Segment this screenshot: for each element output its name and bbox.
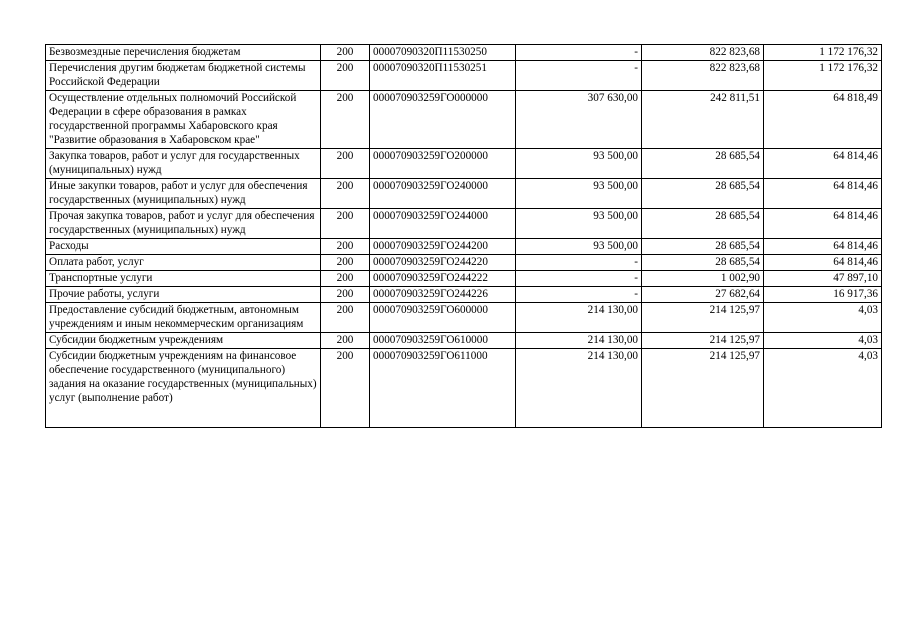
approved-amount-cell: - [516,255,642,271]
budget-classification-code-cell: 000070903259ГО610000 [370,333,516,349]
unexecuted-amount-cell: 64 814,46 [764,179,882,209]
budget-classification-code-cell: 000070903259ГО244220 [370,255,516,271]
budget-classification-code-cell: 000070903259ГО244226 [370,287,516,303]
unexecuted-amount-cell: 64 814,46 [764,209,882,239]
budget-classification-code-cell: 000070903259ГО240000 [370,179,516,209]
expense-name-cell: Осуществление отдельных полномочий Российской Федерации в сфере образования в рамках государственной программы Хабаровского края "Развитие образования в Хабаровском крае" [46,91,321,149]
executed-amount-cell: 822 823,68 [642,45,764,61]
executed-amount-cell: 28 685,54 [642,239,764,255]
table-row [46,287,882,303]
line-code-cell: 200 [321,149,370,179]
expense-name-cell: Безвозмездные перечисления бюджетам [46,45,321,61]
executed-amount-cell: 214 125,97 [642,349,764,428]
executed-amount-cell: 28 685,54 [642,179,764,209]
approved-amount-cell: 93 500,00 [516,149,642,179]
line-code-cell: 200 [321,179,370,209]
table-row [46,333,882,349]
line-code-cell: 200 [321,91,370,149]
table-row [46,149,882,179]
budget-classification-code-cell: 000070903259ГО244000 [370,209,516,239]
approved-amount-cell: 93 500,00 [516,239,642,255]
expense-name-cell: Расходы [46,239,321,255]
expense-name-cell: Прочие работы, услуги [46,287,321,303]
approved-amount-cell: - [516,287,642,303]
budget-classification-code-cell: 00007090320П11530251 [370,61,516,91]
expense-name-cell: Закупка товаров, работ и услуг для государственных (муниципальных) нужд [46,149,321,179]
line-code-cell: 200 [321,349,370,428]
table-row [46,179,882,209]
executed-amount-cell: 27 682,64 [642,287,764,303]
unexecuted-amount-cell: 64 814,46 [764,149,882,179]
unexecuted-amount-cell: 4,03 [764,303,882,333]
budget-classification-code-cell: 00007090320П11530250 [370,45,516,61]
line-code-cell: 200 [321,271,370,287]
approved-amount-cell: - [516,61,642,91]
budget-expenditure-table [45,44,882,428]
budget-classification-code-cell: 000070903259ГО611000 [370,349,516,428]
line-code-cell: 200 [321,209,370,239]
approved-amount-cell: 214 130,00 [516,349,642,428]
expense-name-cell: Прочая закупка товаров, работ и услуг для обеспечения государственных (муниципальных) нужд [46,209,321,239]
unexecuted-amount-cell: 1 172 176,32 [764,61,882,91]
line-code-cell: 200 [321,239,370,255]
approved-amount-cell: - [516,45,642,61]
line-code-cell: 200 [321,333,370,349]
line-code-cell: 200 [321,45,370,61]
unexecuted-amount-cell: 4,03 [764,349,882,428]
unexecuted-amount-cell: 16 917,36 [764,287,882,303]
approved-amount-cell: 93 500,00 [516,179,642,209]
table-row [46,61,882,91]
approved-amount-cell: 214 130,00 [516,303,642,333]
unexecuted-amount-cell: 1 172 176,32 [764,45,882,61]
approved-amount-cell: 307 630,00 [516,91,642,149]
table-row [46,303,882,333]
line-code-cell: 200 [321,255,370,271]
expense-name-cell: Транспортные услуги [46,271,321,287]
expense-name-cell: Субсидии бюджетным учреждениям [46,333,321,349]
table-row [46,349,882,428]
table-row [46,239,882,255]
budget-classification-code-cell: 000070903259ГО200000 [370,149,516,179]
unexecuted-amount-cell: 47 897,10 [764,271,882,287]
budget-classification-code-cell: 000070903259ГО244222 [370,271,516,287]
unexecuted-amount-cell: 4,03 [764,333,882,349]
executed-amount-cell: 822 823,68 [642,61,764,91]
expense-name-cell: Предоставление субсидий бюджетным, автономным учреждениям и иным некоммерческим организациям [46,303,321,333]
expense-name-cell: Субсидии бюджетным учреждениям на финансовое обеспечение государственного (муниципального) задания на оказание государственных (муниципальных) услуг (выполнение работ) [46,349,321,428]
table-row [46,45,882,61]
expense-name-cell: Оплата работ, услуг [46,255,321,271]
table-row [46,209,882,239]
line-code-cell: 200 [321,61,370,91]
line-code-cell: 200 [321,303,370,333]
executed-amount-cell: 214 125,97 [642,303,764,333]
table-row [46,91,882,149]
table-body [46,45,882,428]
line-code-cell: 200 [321,287,370,303]
approved-amount-cell: 93 500,00 [516,209,642,239]
unexecuted-amount-cell: 64 814,46 [764,255,882,271]
executed-amount-cell: 28 685,54 [642,209,764,239]
expense-name-cell: Перечисления другим бюджетам бюджетной системы Российской Федерации [46,61,321,91]
unexecuted-amount-cell: 64 818,49 [764,91,882,149]
budget-classification-code-cell: 000070903259ГО000000 [370,91,516,149]
table-row [46,255,882,271]
executed-amount-cell: 214 125,97 [642,333,764,349]
table-row [46,271,882,287]
executed-amount-cell: 28 685,54 [642,255,764,271]
approved-amount-cell: - [516,271,642,287]
budget-classification-code-cell: 000070903259ГО600000 [370,303,516,333]
executed-amount-cell: 28 685,54 [642,149,764,179]
approved-amount-cell: 214 130,00 [516,333,642,349]
executed-amount-cell: 242 811,51 [642,91,764,149]
executed-amount-cell: 1 002,90 [642,271,764,287]
unexecuted-amount-cell: 64 814,46 [764,239,882,255]
budget-classification-code-cell: 000070903259ГО244200 [370,239,516,255]
expense-name-cell: Иные закупки товаров, работ и услуг для обеспечения государственных (муниципальных) нужд [46,179,321,209]
